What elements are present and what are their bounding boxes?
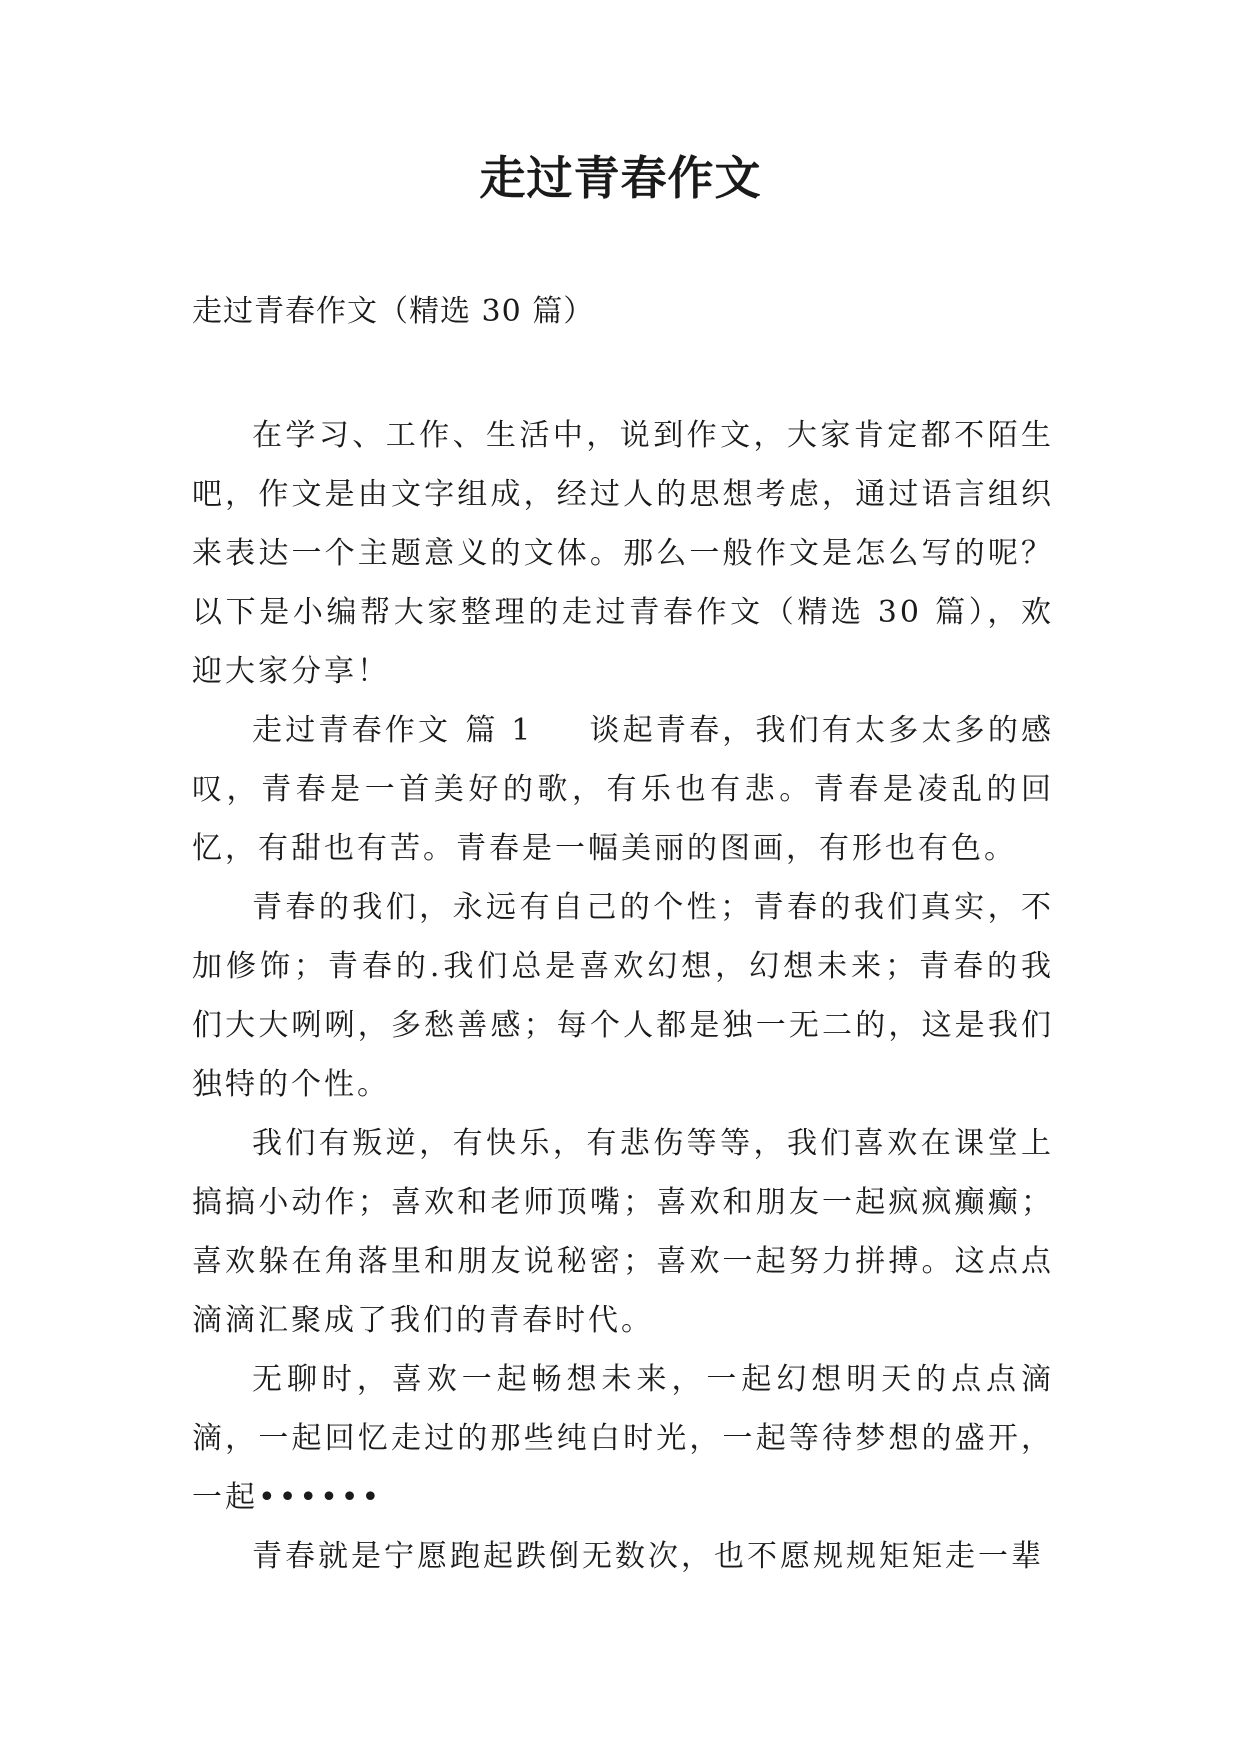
document-subtitle: 走过青春作文（精选 30 篇） [192, 294, 595, 329]
section-paragraph-1 [192, 701, 1054, 878]
section-title: 走过青春作文 [252, 713, 452, 748]
document-body [192, 406, 1054, 1586]
paragraph-4: 无聊时，喜欢一起畅想未来，一起幻想明天的点点滴滴，一起回忆走过的那些纯白时光，一起等待梦想的盛开，一起•••••• [192, 1362, 1054, 1515]
paragraph-3: 我们有叛逆，有快乐，有悲伤等等，我们喜欢在课堂上搞搞小动作；喜欢和老师顶嘴；喜欢和朋友一起疯疯癫癫；喜欢躲在角落里和朋友说秘密；喜欢一起努力拼搏。这点点滴滴汇聚成了我们的青春时代。 [192, 1126, 1054, 1338]
intro-paragraph: 在学习、工作、生活中，说到作文，大家肯定都不陌生吧，作文是由文字组成，经过人的思想考虑，通过语言组织来表达一个主题意义的文体。那么一般作文是怎么写的呢？以下是小编帮大家整理的走过青春作文（精选 30 篇），欢迎大家分享！ [192, 418, 1054, 689]
paragraph-5: 青春就是宁愿跑起跌倒无数次，也不愿规规矩矩走一辈 [252, 1539, 1044, 1574]
section-number: 篇 1 [465, 713, 534, 748]
document-title: 走过青春作文 [479, 151, 762, 205]
paragraph-2: 青春的我们，永远有自己的个性；青春的我们真实，不加修饰；青春的.我们总是喜欢幻想，幻想未来；青春的我们大大咧咧，多愁善感；每个人都是独一无二的，这是我们独特的个性。 [192, 890, 1054, 1102]
paragraph-1-text: 谈起青春，我们有太多太多的感叹，青春是一首美好的歌，有乐也有悲。青春是凌乱的回忆，有甜也有苦。青春是一幅美丽的图画，有形也有色。 [192, 713, 1055, 866]
